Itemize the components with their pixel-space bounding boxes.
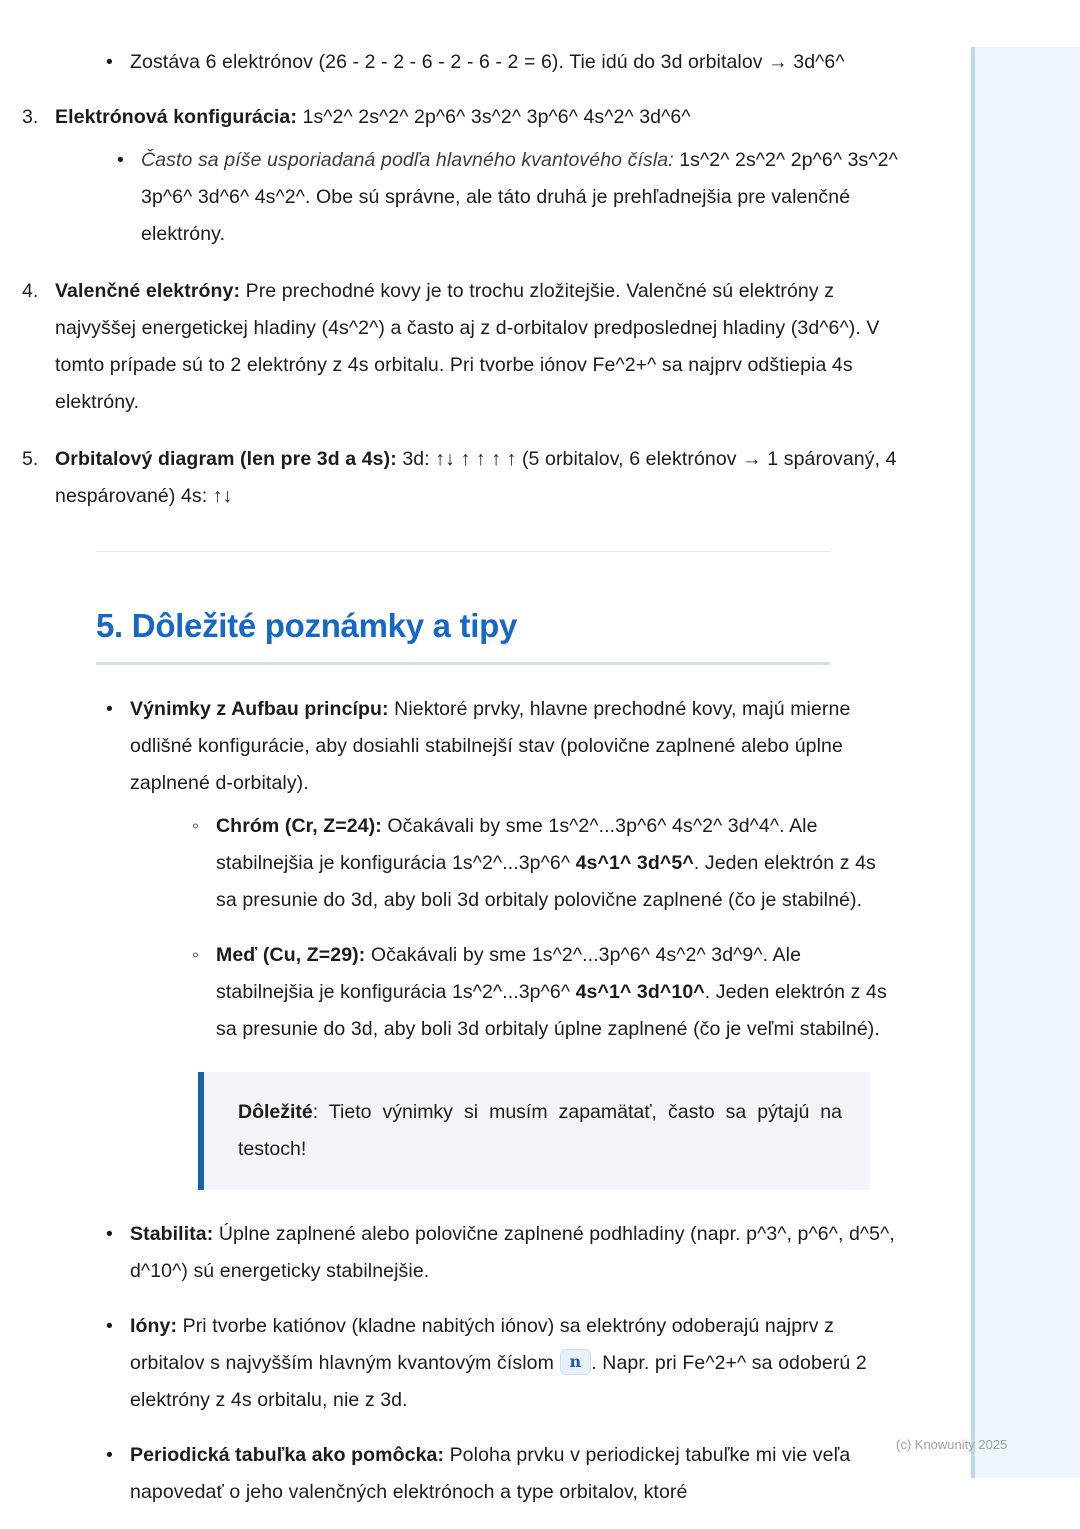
bullet-dot-icon: • <box>106 51 113 73</box>
sub-part1: Očakávali by sme 1s^2^...3p^6^ 4s^2^ 3d^9^. Ale stabilnejšia je konfigurácia 1s^2^...3p^6^ <box>216 944 802 1003</box>
sub-bullet-text <box>141 142 900 253</box>
inline-code-chip: n <box>560 1349 592 1375</box>
item-rest: 1s^2^ 2s^2^ 2p^6^ 3s^2^ 3p^6^ 4s^2^ 3d^6^ <box>296 106 691 128</box>
sub-part1: Očakávali by sme 1s^2^...3p^6^ 4s^2^ 3d^4^. Ale stabilnejšia je konfigurácia 1s^2^...3p^6^ <box>216 815 818 874</box>
list-marker: 5. <box>22 448 39 470</box>
bullet-bold-lead: Stabilita: <box>130 1223 214 1245</box>
callout-text <box>238 1094 842 1168</box>
bullet-dot-icon: • <box>106 698 113 720</box>
sub-bold-config: 4s^1^ 3d^5^ <box>575 852 694 874</box>
numbered-item-4 <box>0 273 900 421</box>
sub-bullet-list <box>55 142 900 253</box>
callout-bold-lead: Dôležité <box>238 1101 313 1123</box>
bullet-text <box>130 1216 900 1290</box>
bullet-text <box>130 691 900 802</box>
numbered-item-text <box>55 99 900 136</box>
bullet-circle-icon: ◦ <box>192 944 199 966</box>
sub-bullet-text <box>216 808 900 919</box>
sub-bullet-list <box>130 808 900 1048</box>
bullet-dot-icon: • <box>106 1444 113 1466</box>
sub-bullet-text <box>216 937 900 1048</box>
item-rest: Pre prechodné kovy je to trochu zložitejšie. Valenčné sú elektróny z najvyššej energetickej hladiny (4s^2^) a často aj z d-orbitalov predposlednej hladiny (3d^6^). V tomto prípade sú to 2 elektróny z 4s orbitalu. Pri tvorbe iónov Fe^2+^ sa najprv odštiepia 4s elektróny. <box>55 280 880 413</box>
bullet-bold-lead: Periodická tabuľka ako pomôcka: <box>130 1444 445 1466</box>
list-marker: 3. <box>22 106 39 128</box>
bullet-dot-icon: • <box>106 1315 113 1337</box>
right-side-panel <box>971 47 1080 1478</box>
item-bold-lead: Valenčné elektróny: <box>55 280 241 302</box>
section-header <box>96 604 830 665</box>
section-heading-underline <box>96 662 830 665</box>
watermark: (c) Knowunity 2025 <box>896 1437 1008 1452</box>
sub-bold-lead: Chróm (Cr, Z=24): <box>216 815 382 837</box>
list-item <box>107 142 900 253</box>
section-bullet-list <box>0 691 900 1511</box>
section-divider <box>96 551 830 552</box>
bullet-rest: Niektoré prvky, hlavne prechodné kovy, majú mierne odlišné konfigurácie, aby dosiahli stabilnejší stav (polovične zaplnené alebo úplne zaplnené d-orbitaly). <box>130 698 851 794</box>
list-marker: 4. <box>22 280 39 302</box>
bullet-dot-icon: • <box>106 1223 113 1245</box>
item-rest: 3d: ↑↓ ↑ ↑ ↑ ↑ (5 orbitalov, 6 elektrónov → 1 spárovaný, 4 nespárované) 4s: ↑↓ <box>55 448 897 507</box>
continued-bullet-list <box>0 44 900 81</box>
sub-part2: . Jeden elektrón z 4s sa presunie do 3d, aby boli 3d orbitaly úplne zaplnené (čo je veľmi stabilné). <box>216 981 887 1040</box>
bullet-rest: Úplne zaplnené alebo polovične zaplnené podhladiny (napr. p^3^, p^6^, d^5^, d^10^) sú energeticky stabilnejšie. <box>130 1223 895 1282</box>
bullet-text <box>130 1308 900 1419</box>
bullet-rest-a: Pri tvorbe katiónov (kladne nabitých iónov) sa elektróny odoberajú najprv z orbitalov s najvyšším hlavným kvantovým číslom <box>130 1315 834 1374</box>
numbered-item-text <box>55 273 900 421</box>
bullet-circle-icon: ◦ <box>192 815 199 837</box>
numbered-item-text <box>55 441 900 515</box>
bullet-dot-icon: • <box>117 149 124 171</box>
sub-italic-lead: Často sa píše usporiadaná podľa hlavného kvantového čísla: <box>141 149 674 171</box>
numbered-item-5 <box>0 441 900 515</box>
bullet-bold-lead: Výnimky z Aufbau princípu: <box>130 698 389 720</box>
sub-bold-config: 4s^1^ 3d^10^ <box>575 981 705 1003</box>
bullet-rest: Poloha prvku v periodickej tabuľke mi vie veľa napovedať o jeho valenčných elektrónoch a type orbitalov, ktoré <box>130 1444 851 1503</box>
sub-bold-lead: Meď (Cu, Z=29): <box>216 944 366 966</box>
bullet-rest-b: . Napr. pri Fe^2+^ sa odoberú 2 elektróny z 4s orbitalu, nie z 3d. <box>130 1352 867 1411</box>
sub-bullet-med <box>182 937 900 1048</box>
numbered-list <box>0 99 900 515</box>
bullet-periodicka-tabulka <box>96 1437 900 1511</box>
list-item-text: Zostáva 6 elektrónov (26 - 2 - 2 - 6 - 2 - 6 - 2 = 6). Tie idú do 3d orbitalov → 3d^6^ <box>130 51 845 73</box>
bullet-text <box>130 1437 900 1511</box>
item-bold-lead: Elektrónová konfigurácia: <box>55 106 297 128</box>
important-callout <box>198 1072 870 1190</box>
bullet-stabilita <box>96 1216 900 1290</box>
sub-bullet-chrom <box>182 808 900 919</box>
sub-part2: . Jeden elektrón z 4s sa presunie do 3d, aby boli 3d orbitaly polovične zaplnené (čo je stabilné). <box>216 852 876 911</box>
numbered-item-3 <box>0 99 900 253</box>
section-heading: 5. Dôležité poznámky a tipy <box>96 607 518 644</box>
sub-rest: 1s^2^ 2s^2^ 2p^6^ 3s^2^ 3p^6^ 3d^6^ 4s^2^. Obe sú správne, ale táto druhá je prehľadnejšia pre valenčné elektróny. <box>141 149 898 245</box>
bullet-bold-lead: Ióny: <box>130 1315 178 1337</box>
item-bold-lead: Orbitalový diagram (len pre 3d a 4s): <box>55 448 397 470</box>
list-item <box>96 44 900 81</box>
bullet-aufbau-exceptions <box>96 691 900 1190</box>
bullet-iony <box>96 1308 900 1419</box>
callout-rest: : Tieto výnimky si musím zapamätať, často sa pýtajú na testoch! <box>238 1101 842 1160</box>
